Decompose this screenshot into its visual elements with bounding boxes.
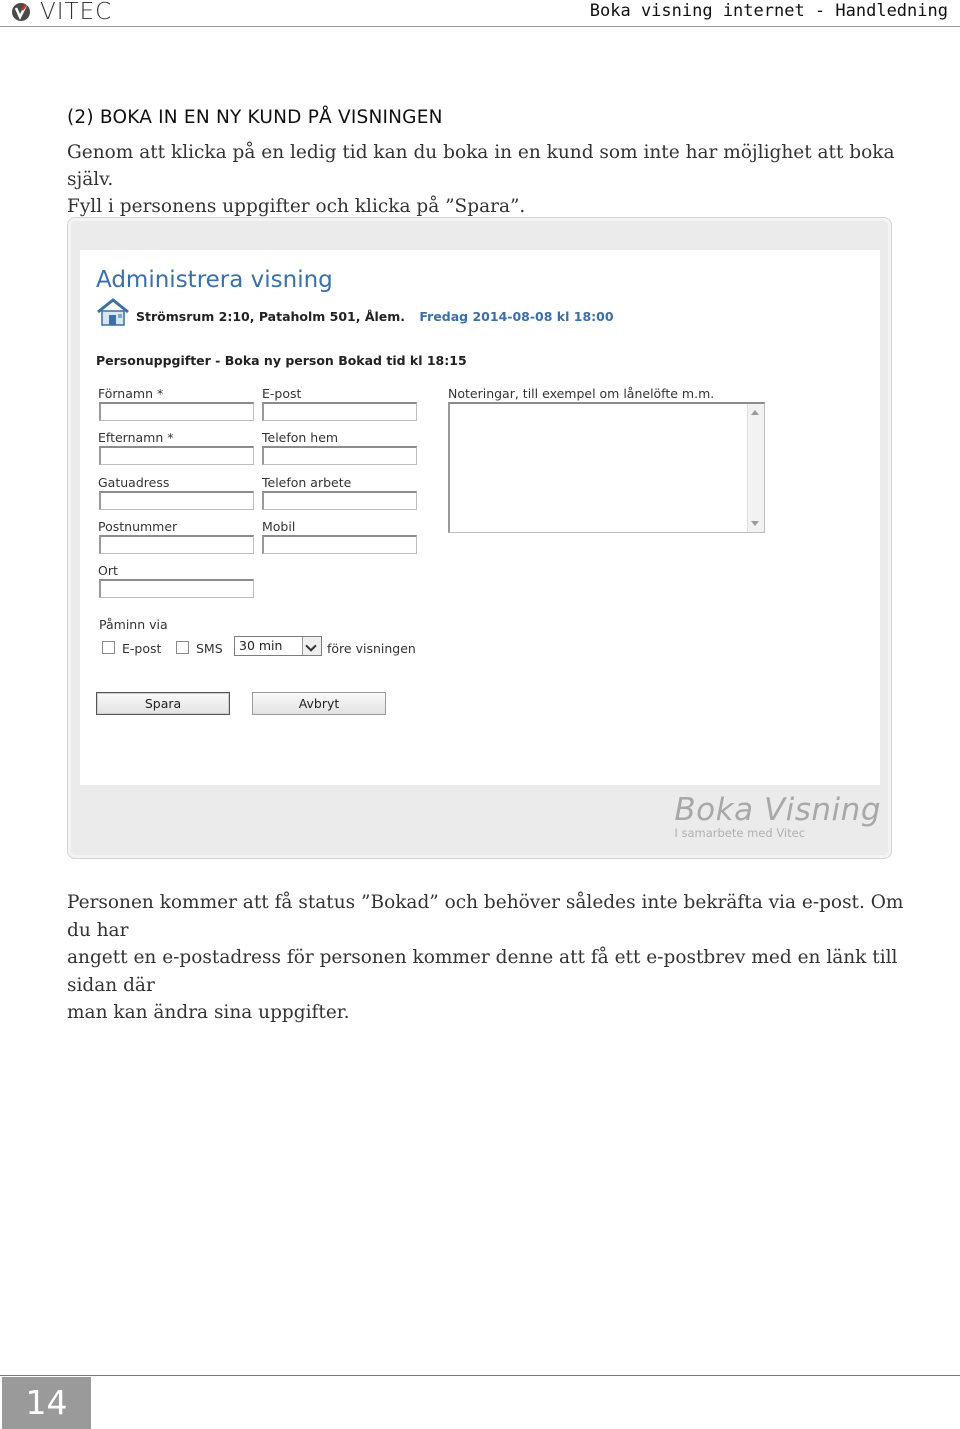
vitec-logo-icon	[10, 2, 32, 22]
work-phone-input[interactable]	[262, 491, 417, 510]
lastname-label: Efternamn *	[98, 430, 174, 445]
vitec-logo	[10, 1, 112, 23]
notes-textarea[interactable]	[448, 402, 765, 533]
chevron-down-icon	[305, 640, 316, 651]
brand-name: Boka Visning	[674, 792, 881, 828]
home-phone-input[interactable]	[262, 446, 417, 465]
save-button[interactable]: Spara	[96, 692, 230, 715]
email-reminder-checkbox[interactable]	[102, 641, 115, 654]
email-reminder-label: E-post	[122, 641, 162, 656]
firstname-label: Förnamn *	[98, 386, 164, 401]
intro-text	[67, 139, 927, 220]
reminder-label: Påminn via	[99, 617, 168, 632]
dropdown-button[interactable]	[302, 637, 321, 655]
outro-line: man kan ändra sina uppgifter.	[67, 1002, 350, 1023]
city-label: Ort	[98, 563, 118, 578]
property-address: Strömsrum 2:10, Pataholm 501, Ålem.	[136, 309, 406, 324]
viewing-date: Fredag 2014-08-08 kl 18:00	[419, 309, 614, 324]
sms-reminder-checkbox[interactable]	[176, 641, 189, 654]
postcode-label: Postnummer	[98, 519, 178, 534]
cancel-button[interactable]: Avbryt	[252, 692, 386, 715]
reminder-suffix: före visningen	[327, 641, 416, 656]
admin-panel	[80, 250, 880, 785]
admin-screenshot	[67, 217, 892, 859]
outro-line: angett en e-postadress för personen kommer denne att få ett e-postbrev med en länk till sidan där	[67, 947, 898, 996]
header-divider	[0, 26, 960, 27]
street-label: Gatuadress	[98, 475, 170, 490]
brand-subtitle: I samarbete med Vitec	[674, 826, 806, 840]
outro-text	[67, 889, 907, 1027]
page-header	[0, 0, 960, 27]
scroll-down-icon[interactable]	[751, 521, 759, 526]
logo-text: VITEC	[40, 0, 113, 25]
section-heading: (2) BOKA IN EN NY KUND PÅ VISNINGEN	[67, 107, 443, 128]
reminder-time-select[interactable]	[234, 636, 322, 656]
sms-reminder-label: SMS	[196, 641, 223, 656]
intro-line: Fyll i personens uppgifter och klicka på ”Spara”.	[67, 196, 526, 217]
footer-divider	[0, 1375, 960, 1376]
house-icon	[96, 297, 130, 327]
scroll-up-icon[interactable]	[751, 410, 759, 415]
lastname-input[interactable]	[99, 446, 254, 465]
outro-line: Personen kommer att få status ”Bokad” och behöver således inte bekräfta via e-post. Om du har	[67, 892, 904, 941]
mobile-label: Mobil	[262, 519, 296, 534]
home-phone-label: Telefon hem	[262, 430, 339, 445]
notes-label: Noteringar, till exempel om lånelöfte m.m.	[448, 386, 715, 401]
property-info	[136, 309, 614, 324]
mobile-input[interactable]	[262, 535, 417, 554]
firstname-input[interactable]	[99, 402, 254, 421]
person-section-heading: Personuppgifter - Boka ny person Bokad tid kl 18:15	[96, 353, 467, 368]
app-title: Administrera visning	[96, 267, 333, 293]
city-input[interactable]	[99, 579, 254, 598]
reminder-time-value: 30 min	[239, 638, 283, 653]
document-title: Boka visning internet - Handledning	[589, 1, 948, 21]
street-input[interactable]	[99, 491, 254, 510]
page-number: 14	[2, 1377, 91, 1429]
email-label: E-post	[262, 386, 302, 401]
notes-scrollbar[interactable]	[747, 404, 764, 532]
boka-visning-brand	[674, 792, 881, 840]
work-phone-label: Telefon arbete	[262, 475, 352, 490]
intro-line: Genom att klicka på en ledig tid kan du boka in en kund som inte har möjlighet att boka själv.	[67, 142, 895, 190]
postcode-input[interactable]	[99, 535, 254, 554]
email-input[interactable]	[262, 402, 417, 421]
